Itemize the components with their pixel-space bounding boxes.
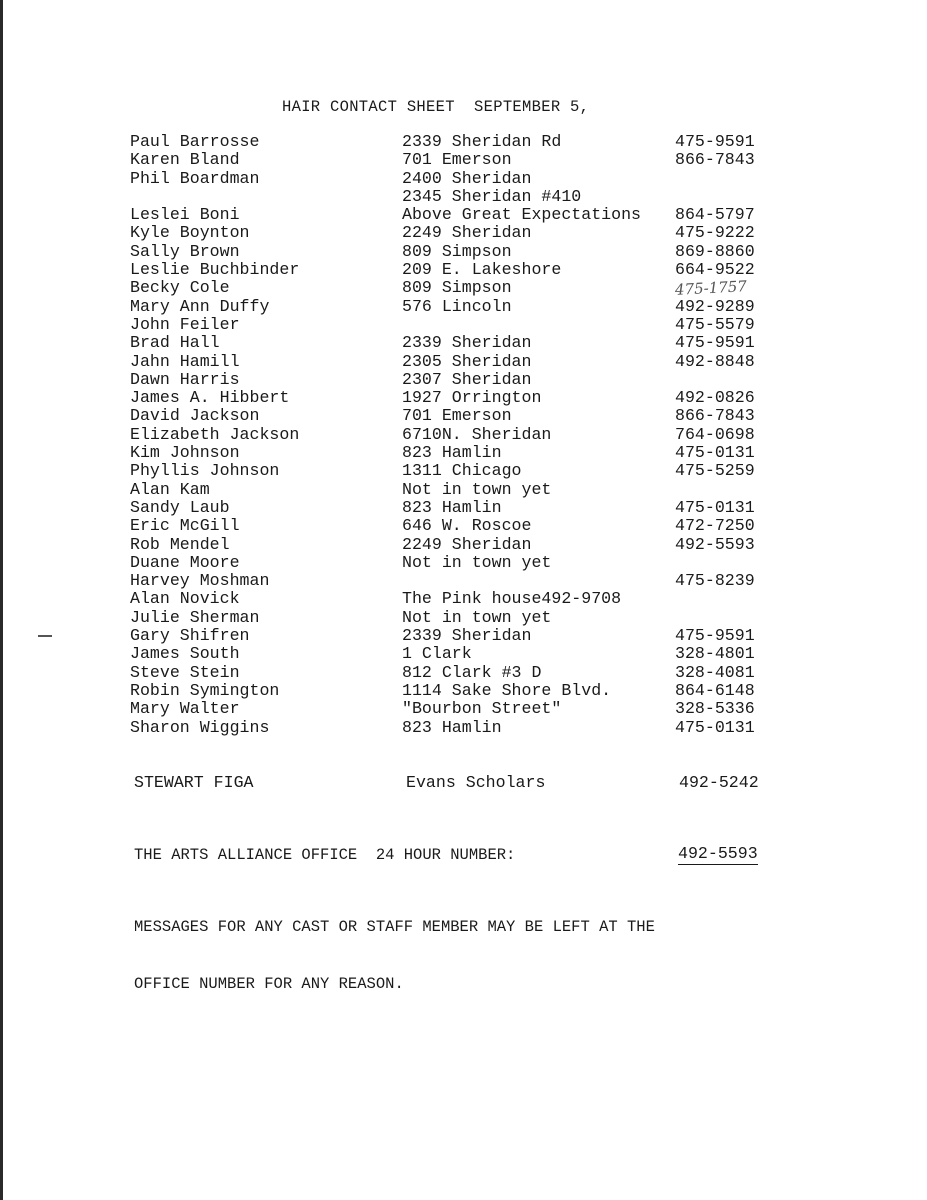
contact-row: [0, 371, 927, 389]
contact-address: 1 Clark: [402, 644, 472, 664]
contact-phone: 328-4081: [675, 662, 755, 682]
contact-phone: 475-5259: [675, 461, 755, 481]
contact-name: Karen Bland: [130, 150, 240, 170]
contact-address: 823 Hamlin: [402, 443, 502, 463]
contact-name: Brad Hall: [130, 333, 220, 353]
contact-address: 209 E. Lakeshore: [402, 260, 562, 280]
contact-row: [0, 627, 927, 645]
contact-address: "Bourbon Street": [402, 699, 562, 719]
contact-row: [0, 590, 927, 608]
contact-name: James South: [130, 644, 240, 664]
contact-row: [0, 298, 927, 316]
handwritten-phone: 475-1757: [674, 277, 748, 300]
contact-row: [0, 481, 927, 499]
contact-phone: 492-8848: [675, 351, 755, 371]
contact-row: [0, 444, 927, 462]
contact-name: Sally Brown: [130, 241, 240, 261]
contact-phone: 475-9591: [675, 132, 755, 151]
contact-row: [0, 151, 927, 169]
contact-phone: 864-6148: [675, 680, 755, 700]
contact-address: Not in town yet: [402, 479, 552, 499]
contact-address: Not in town yet: [402, 552, 552, 572]
contact-phone: 475-9591: [675, 333, 755, 353]
contact-phone: 475-8239: [675, 571, 755, 591]
figa-address: Evans Scholars: [406, 773, 546, 792]
contact-address: 576 Lincoln: [402, 296, 512, 316]
contact-name: Becky Cole: [130, 278, 230, 298]
contact-name: Phyllis Johnson: [130, 461, 280, 481]
contact-row: [0, 243, 927, 261]
contact-name: Eric McGill: [130, 516, 240, 536]
contact-phone: 864-5797: [675, 205, 755, 225]
contact-address: 2249 Sheridan: [402, 534, 532, 554]
contact-row: [0, 334, 927, 352]
contact-row: [0, 277, 927, 300]
contact-phone: 475-0131: [675, 497, 755, 517]
contact-phone: 328-4801: [675, 644, 755, 664]
contact-phone: 475-5579: [675, 314, 755, 334]
contact-row: [0, 719, 927, 737]
contact-address: 2249 Sheridan: [402, 223, 532, 243]
contact-name: Rob Mendel: [130, 534, 230, 554]
contact-row: [0, 133, 927, 151]
contact-phone: 492-0826: [675, 388, 755, 408]
contact-address: 1311 Chicago: [402, 461, 522, 481]
contact-row: [0, 645, 927, 663]
contact-address: 809 Simpson: [402, 278, 512, 298]
office-label: THE ARTS ALLIANCE OFFICE 24 HOUR NUMBER:: [134, 846, 516, 864]
contact-address: 823 Hamlin: [402, 497, 502, 517]
contact-name: Elizabeth Jackson: [130, 424, 300, 444]
contact-name: Harvey Moshman: [130, 571, 270, 591]
contact-phone: 764-0698: [675, 424, 755, 444]
contact-name: Gary Shifren: [130, 626, 250, 646]
contact-phone: 866-7843: [675, 150, 755, 170]
contact-name: Alan Novick: [130, 589, 240, 609]
contact-phone: 869-8860: [675, 241, 755, 261]
figa-name: STEWART FIGA: [134, 773, 254, 792]
contact-row: [0, 682, 927, 700]
contact-phone: 328-5336: [675, 699, 755, 719]
contact-address: 2345 Sheridan #410: [402, 186, 582, 206]
contact-row: [0, 170, 927, 188]
contact-name: Sharon Wiggins: [130, 717, 270, 737]
contact-row: [0, 536, 927, 554]
contact-address: 6710N. Sheridan: [402, 424, 552, 444]
contact-phone: 866-7843: [675, 406, 755, 426]
messages-note: [134, 880, 655, 1032]
contact-name: Mary Ann Duffy: [130, 296, 270, 316]
messages-line-1: MESSAGES FOR ANY CAST OR STAFF MEMBER MAY BE LEFT AT THE: [134, 918, 655, 936]
contact-address: Not in town yet: [402, 607, 552, 627]
contact-name: Kim Johnson: [130, 443, 240, 463]
contact-name: Mary Walter: [130, 699, 240, 719]
contact-phone: 475-9591: [675, 626, 755, 646]
contact-address: 2307 Sheridan: [402, 369, 532, 389]
contact-address: 1927 Orrington: [402, 388, 542, 408]
contact-name: John Feiler: [130, 314, 240, 334]
contact-address: 2400 Sheridan: [402, 168, 532, 188]
contact-name: Leslei Boni: [130, 205, 240, 225]
contact-row: [0, 499, 927, 517]
contact-name: Kyle Boynton: [130, 223, 250, 243]
contact-row: [0, 572, 927, 590]
contact-address: 823 Hamlin: [402, 717, 502, 737]
contact-name: Dawn Harris: [130, 369, 240, 389]
contact-row: [0, 462, 927, 480]
contact-address: 2339 Sheridan: [402, 626, 532, 646]
contact-name: Steve Stein: [130, 662, 240, 682]
page-title: HAIR CONTACT SHEET SEPTEMBER 5,: [282, 98, 590, 116]
messages-line-2: OFFICE NUMBER FOR ANY REASON.: [134, 975, 404, 993]
contact-address: 701 Emerson: [402, 150, 512, 170]
contact-row: [0, 224, 927, 242]
contact-address: 701 Emerson: [402, 406, 512, 426]
contact-row: [0, 353, 927, 371]
contact-name: David Jackson: [130, 406, 260, 426]
contact-row: [0, 407, 927, 425]
contact-phone: 475-9222: [675, 223, 755, 243]
contact-phone: 475-0131: [675, 443, 755, 463]
contact-phone: 475-0131: [675, 717, 755, 737]
contact-row: [0, 261, 927, 279]
contact-phone: 492-9289: [675, 296, 755, 316]
contact-row: [0, 664, 927, 682]
office-phone: 492-5593: [678, 844, 758, 863]
contact-row: [0, 206, 927, 224]
contact-phone: 664-9522: [675, 260, 755, 280]
contact-name: Sandy Laub: [130, 497, 230, 517]
contact-name: Leslie Buchbinder: [130, 260, 300, 280]
contact-name: Duane Moore: [130, 552, 240, 572]
contact-address: 812 Clark #3 D: [402, 662, 542, 682]
contact-address: 2339 Sheridan Rd: [402, 132, 562, 151]
figa-phone: 492-5242: [679, 773, 759, 792]
contact-name: Paul Barrosse: [130, 132, 260, 151]
contact-name: Alan Kam: [130, 479, 210, 499]
contact-row: [0, 609, 927, 627]
contact-row: [0, 517, 927, 535]
contact-row: [0, 188, 927, 206]
contact-name: Robin Symington: [130, 680, 280, 700]
contact-phone: 472-7250: [675, 516, 755, 536]
contact-name: Jahn Hamill: [130, 351, 240, 371]
contact-name: James A. Hibbert: [130, 388, 290, 408]
contact-phone: 492-5593: [675, 534, 755, 554]
contact-address: 646 W. Roscoe: [402, 516, 532, 536]
contact-row: [0, 316, 927, 334]
contact-address: 2305 Sheridan: [402, 351, 532, 371]
contact-address: 2339 Sheridan: [402, 333, 532, 353]
contact-row: [0, 700, 927, 718]
contact-row: [0, 426, 927, 444]
contact-row: [0, 554, 927, 572]
contact-address: 1114 Sake Shore Blvd.: [402, 680, 612, 700]
contact-address: The Pink house492-9708: [402, 589, 622, 609]
contact-name: Phil Boardman: [130, 168, 260, 188]
contact-list: [0, 133, 927, 737]
contact-name: Julie Sherman: [130, 607, 260, 627]
contact-row: [0, 389, 927, 407]
contact-address: Above Great Expectations: [402, 205, 641, 225]
contact-address: 809 Simpson: [402, 241, 512, 261]
